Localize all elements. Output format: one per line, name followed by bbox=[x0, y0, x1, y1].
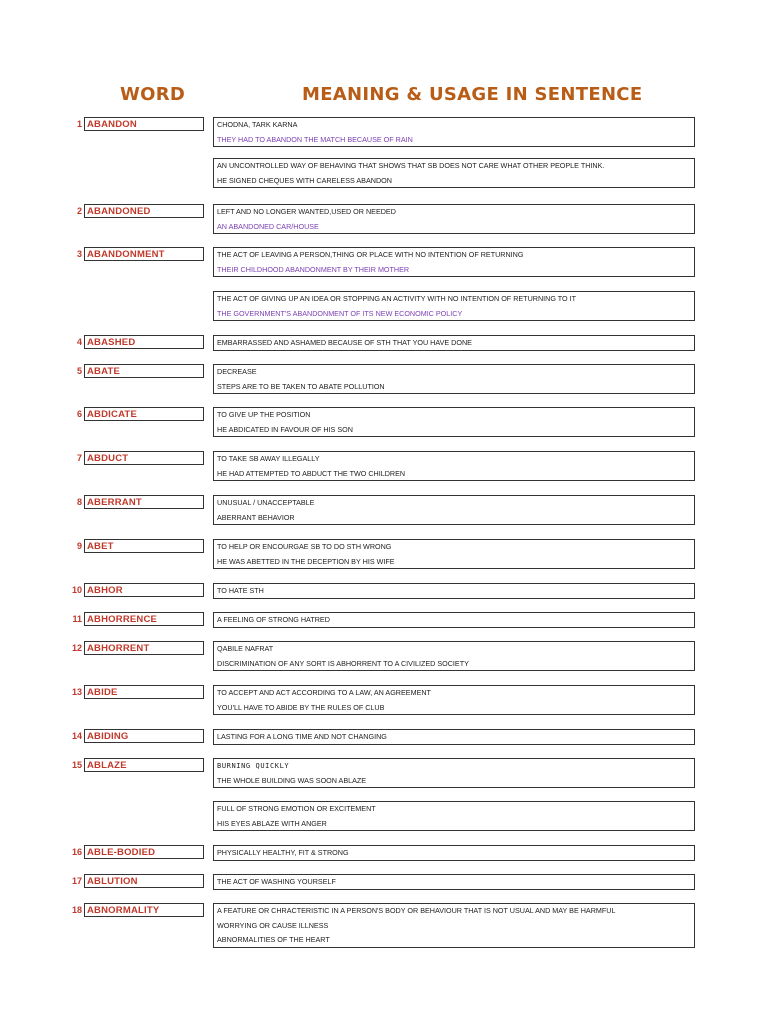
word-cell: ABANDONED bbox=[84, 204, 204, 218]
word-cell: ABANDONMENT bbox=[84, 247, 204, 261]
meaning-box bbox=[213, 451, 695, 481]
meaning-line: LEFT AND NO LONGER WANTED,USED OR NEEDED bbox=[217, 207, 396, 216]
meaning-box bbox=[213, 845, 695, 861]
meaning-box bbox=[213, 335, 695, 351]
entry-number: 1 bbox=[76, 119, 82, 129]
word-cell: ABLE-BODIED bbox=[84, 845, 204, 859]
entry-number: 8 bbox=[76, 497, 82, 507]
entry-number: 11 bbox=[72, 614, 82, 624]
word-cell: ABLUTION bbox=[84, 874, 204, 888]
word-cell: ABATE bbox=[84, 364, 204, 378]
entry-number: 5 bbox=[76, 366, 82, 376]
meaning-line: EMBARRASSED AND ASHAMED BECAUSE OF STH THAT YOU HAVE DONE bbox=[217, 338, 472, 347]
example-sentence: THEY HAD TO ABANDON THE MATCH BECAUSE OF RAIN bbox=[217, 134, 413, 144]
meaning-box bbox=[213, 291, 695, 321]
example-sentence: THE GOVERNMENT'S ABANDONMENT OF ITS NEW ECONOMIC POLICY bbox=[217, 308, 463, 318]
meaning-line: TO HELP OR ENCOURGAE SB TO DO STH WRONG bbox=[217, 542, 392, 551]
meaning-line: DECREASE bbox=[217, 367, 257, 376]
meaning-line: AN UNCONTROLLED WAY OF BEHAVING THAT SHOWS THAT SB DOES NOT CARE WHAT OTHER PEOPLE THINK. bbox=[217, 161, 605, 170]
word-column-header: WORD bbox=[120, 84, 186, 105]
word-cell: ABIDE bbox=[84, 685, 204, 699]
meaning-box bbox=[213, 758, 695, 788]
meaning-line: LASTING FOR A LONG TIME AND NOT CHANGING bbox=[217, 732, 387, 741]
meaning-box bbox=[213, 583, 695, 599]
meaning-box bbox=[213, 495, 695, 525]
meaning-line: QABILE NAFRAT bbox=[217, 644, 274, 653]
meaning-box bbox=[213, 729, 695, 745]
word-cell: ABIDING bbox=[84, 729, 204, 743]
entry-number: 18 bbox=[71, 905, 82, 915]
meaning-line: HE HAD ATTEMPTED TO ABDUCT THE TWO CHILDREN bbox=[217, 468, 406, 478]
example-sentence: THEIR CHILDHOOD ABANDONMENT BY THEIR MOTHER bbox=[217, 264, 410, 274]
meaning-line: BURNING QUICKLY bbox=[217, 762, 290, 770]
meaning-line: HE SIGNED CHEQUES WITH CARELESS ABANDON bbox=[217, 175, 392, 185]
meaning-line: TO GIVE UP THE POSITION bbox=[217, 410, 311, 419]
meaning-box bbox=[213, 407, 695, 437]
word-cell: ABASHED bbox=[84, 335, 204, 349]
word-cell: ABERRANT bbox=[84, 495, 204, 509]
entry-number: 6 bbox=[76, 409, 82, 419]
meaning-line: HE ABDICATED IN FAVOUR OF HIS SON bbox=[217, 424, 353, 434]
meaning-box bbox=[213, 903, 695, 948]
meaning-line: ABNORMALITIES OF THE HEART bbox=[217, 935, 330, 944]
word-cell: ABNORMALITY bbox=[84, 903, 204, 917]
entry-number: 13 bbox=[71, 687, 82, 697]
meaning-line: TO HATE STH bbox=[217, 586, 264, 595]
meaning-line: TO ACCEPT AND ACT ACCORDING TO A LAW, AN AGREEMENT bbox=[217, 688, 431, 697]
meaning-box bbox=[213, 874, 695, 890]
entry-number: 2 bbox=[76, 206, 82, 216]
meaning-line: TO TAKE SB AWAY ILLEGALLY bbox=[217, 454, 320, 463]
word-cell: ABDUCT bbox=[84, 451, 204, 465]
entry-number: 12 bbox=[71, 643, 82, 653]
meaning-line: WORRYING OR CAUSE ILLNESS bbox=[217, 920, 329, 930]
meaning-box bbox=[213, 641, 695, 671]
entry-number: 10 bbox=[71, 585, 82, 595]
meaning-line: STEPS ARE TO BE TAKEN TO ABATE POLLUTION bbox=[217, 381, 385, 391]
meaning-line: HIS EYES ABLAZE WITH ANGER bbox=[217, 818, 327, 828]
word-cell: ABANDON bbox=[84, 117, 204, 131]
entry-number: 7 bbox=[76, 453, 82, 463]
meaning-box bbox=[213, 801, 695, 831]
meaning-line: UNUSUAL / UNACCEPTABLE bbox=[217, 498, 315, 507]
word-cell: ABET bbox=[84, 539, 204, 553]
meaning-box bbox=[213, 204, 695, 234]
meaning-line: THE ACT OF LEAVING A PERSON,THING OR PLACE WITH NO INTENTION OF RETURNING bbox=[217, 250, 524, 259]
word-cell: ABLAZE bbox=[84, 758, 204, 772]
meaning-column-header: MEANING & USAGE IN SENTENCE bbox=[302, 84, 643, 105]
entry-number: 4 bbox=[76, 337, 82, 347]
entry-number: 3 bbox=[76, 249, 82, 259]
meaning-box bbox=[213, 247, 695, 277]
meaning-box bbox=[213, 158, 695, 188]
word-cell: ABHORRENCE bbox=[84, 612, 204, 626]
meaning-box bbox=[213, 117, 695, 147]
meaning-line: THE WHOLE BUILDING WAS SOON ABLAZE bbox=[217, 775, 367, 785]
meaning-line: ABERRANT BEHAVIOR bbox=[217, 512, 295, 522]
meaning-line: HE WAS ABETTED IN THE DECEPTION BY HIS WIFE bbox=[217, 556, 395, 566]
entry-number: 17 bbox=[71, 876, 82, 886]
word-cell: ABDICATE bbox=[84, 407, 204, 421]
meaning-line: A FEELING OF STRONG HATRED bbox=[217, 615, 330, 624]
word-cell: ABHOR bbox=[84, 583, 204, 597]
meaning-box bbox=[213, 685, 695, 715]
entry-number: 15 bbox=[71, 760, 82, 770]
meaning-line: FULL OF STRONG EMOTION OR EXCITEMENT bbox=[217, 804, 376, 813]
example-sentence: AN ABANDONED CAR/HOUSE bbox=[217, 221, 319, 231]
meaning-line: THE ACT OF GIVING UP AN IDEA OR STOPPING AN ACTIVITY WITH NO INTENTION OF RETURNING TO IT bbox=[217, 294, 577, 303]
meaning-line: A FEATURE OR CHRACTERISTIC IN A PERSON'S BODY OR BEHAVIOUR THAT IS NOT USUAL AND MAY BE HARMFUL bbox=[217, 906, 616, 915]
meaning-box bbox=[213, 612, 695, 628]
meaning-line: CHODNA, TARK KARNA bbox=[217, 120, 298, 129]
meaning-box bbox=[213, 539, 695, 569]
meaning-box bbox=[213, 364, 695, 394]
entry-number: 9 bbox=[76, 541, 82, 551]
meaning-line: PHYSICALLY HEALTHY, FIT & STRONG bbox=[217, 848, 349, 857]
meaning-line: YOU'LL HAVE TO ABIDE BY THE RULES OF CLUB bbox=[217, 702, 385, 712]
entry-number: 14 bbox=[71, 731, 82, 741]
meaning-line: THE ACT OF WASHING YOURSELF bbox=[217, 877, 336, 886]
entry-number: 16 bbox=[71, 847, 82, 857]
word-cell: ABHORRENT bbox=[84, 641, 204, 655]
meaning-line: DISCRIMINATION OF ANY SORT IS ABHORRENT TO A CIVILIZED SOCIETY bbox=[217, 658, 469, 668]
